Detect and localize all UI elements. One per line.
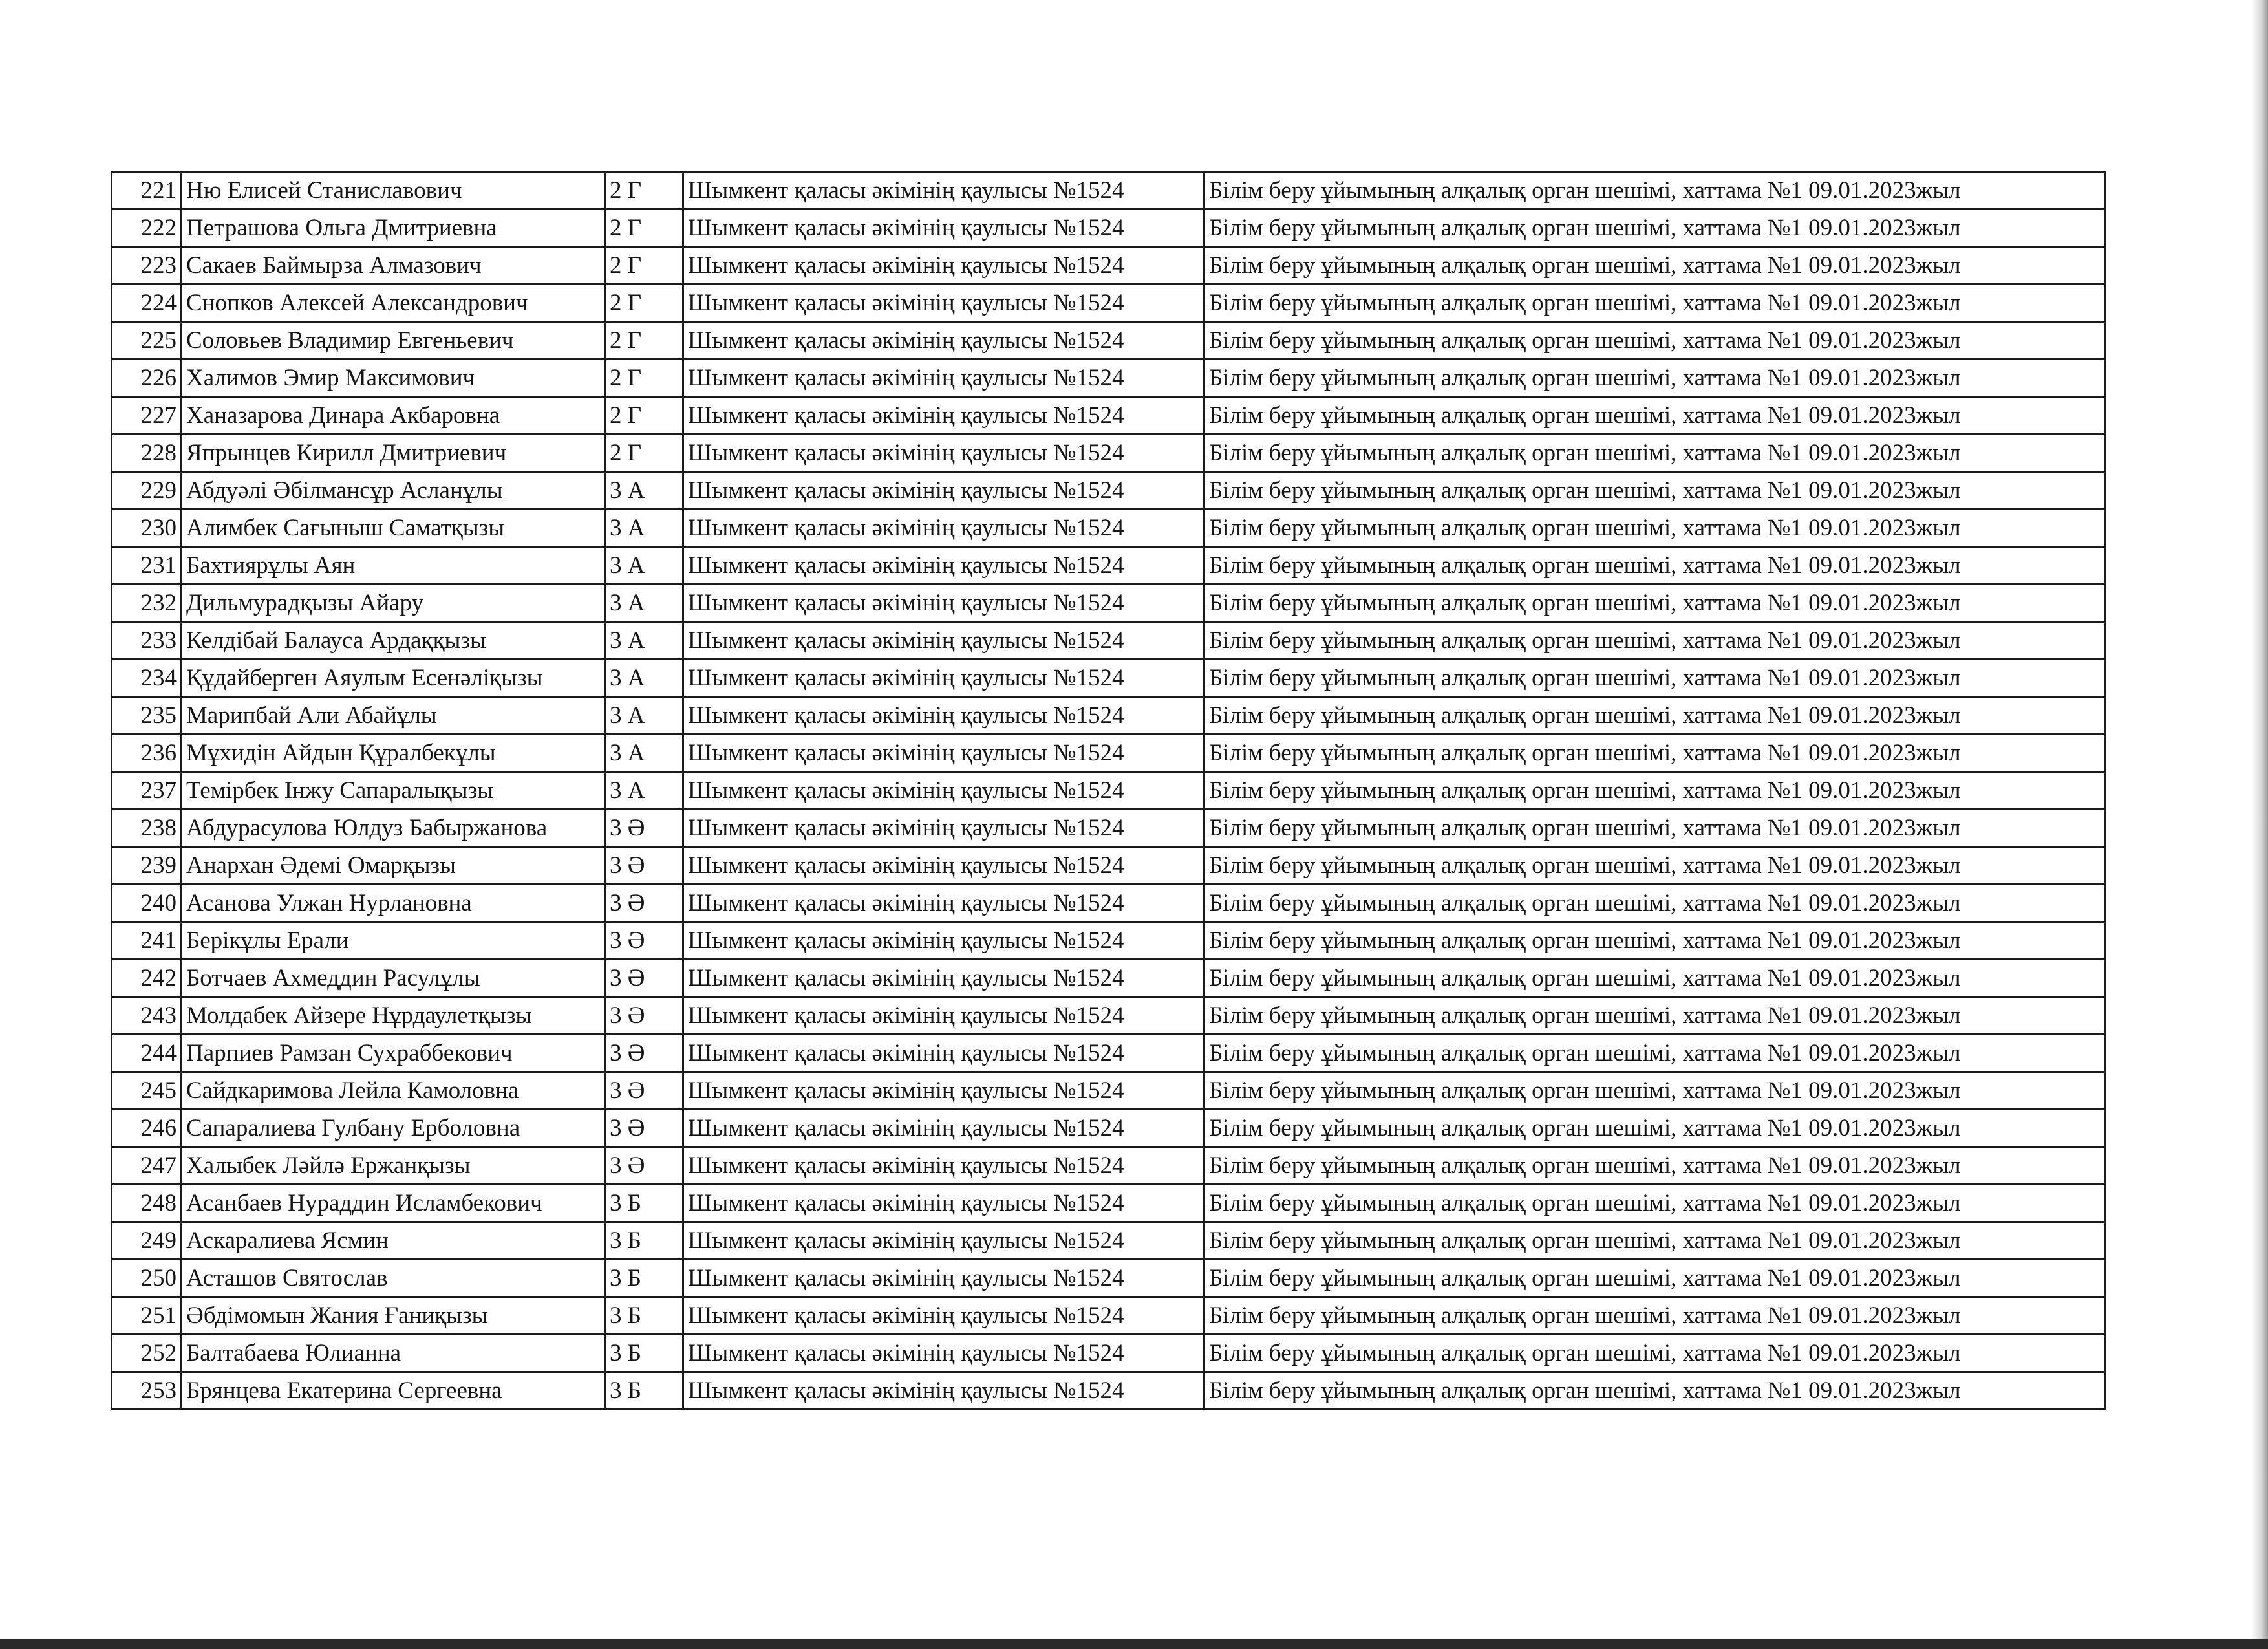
decree-cell: Шымкент қаласы әкімінің қаулысы №1524 [683,847,1204,885]
class-cell: 3 Ә [605,847,683,885]
decree-cell: Шымкент қаласы әкімінің қаулысы №1524 [683,1035,1204,1072]
table-row [112,697,2105,735]
class-cell: 3 А [605,547,683,585]
row-number-cell: 228 [112,435,182,472]
row-number-cell: 247 [112,1147,182,1185]
decision-cell: Білім беру ұйымының алқалық орган шешімі, хаттама №1 09.01.2023жыл [1204,172,2105,210]
student-name-cell: Сапаралиева Гулбану Ерболовна [182,1110,605,1147]
table-row [112,1035,2105,1072]
row-number-cell: 237 [112,772,182,810]
class-cell: 2 Г [605,285,683,322]
class-cell: 3 А [605,660,683,697]
student-name-cell: Асанбаев Нураддин Исламбекович [182,1185,605,1222]
decision-cell: Білім беру ұйымының алқалық орган шешімі, хаттама №1 09.01.2023жыл [1204,622,2105,660]
decision-cell: Білім беру ұйымының алқалық орган шешімі, хаттама №1 09.01.2023жыл [1204,1110,2105,1147]
student-register-table [111,171,2106,1410]
student-name-cell: Снопков Алексей Александрович [182,285,605,322]
decision-cell: Білім беру ұйымының алқалық орган шешімі, хаттама №1 09.01.2023жыл [1204,1297,2105,1335]
table-row [112,1335,2105,1372]
table-row [112,472,2105,510]
class-cell: 3 А [605,510,683,547]
row-number-cell: 231 [112,547,182,585]
student-name-cell: Абдуәлі Әбілмансұр Асланұлы [182,472,605,510]
decree-cell: Шымкент қаласы әкімінің қаулысы №1524 [683,510,1204,547]
decision-cell: Білім беру ұйымының алқалық орган шешімі, хаттама №1 09.01.2023жыл [1204,1260,2105,1297]
table-row [112,622,2105,660]
student-name-cell: Келдібай Балауса Ардаққызы [182,622,605,660]
table-row [112,510,2105,547]
decree-cell: Шымкент қаласы әкімінің қаулысы №1524 [683,547,1204,585]
class-cell: 2 Г [605,322,683,360]
student-name-cell: Петрашова Ольга Дмитриевна [182,210,605,247]
student-name-cell: Халимов Эмир Максимович [182,360,605,397]
student-name-cell: Халыбек Ләйлә Ержанқызы [182,1147,605,1185]
table-row [112,997,2105,1035]
decision-cell: Білім беру ұйымының алқалық орган шешімі, хаттама №1 09.01.2023жыл [1204,585,2105,622]
class-cell: 2 Г [605,172,683,210]
class-cell: 3 Ә [605,922,683,960]
decision-cell: Білім беру ұйымының алқалық орган шешімі, хаттама №1 09.01.2023жыл [1204,697,2105,735]
row-number-cell: 223 [112,247,182,285]
decision-cell: Білім беру ұйымының алқалық орган шешімі, хаттама №1 09.01.2023жыл [1204,510,2105,547]
decision-cell: Білім беру ұйымының алқалық орган шешімі, хаттама №1 09.01.2023жыл [1204,1372,2105,1410]
decision-cell: Білім беру ұйымының алқалық орган шешімі, хаттама №1 09.01.2023жыл [1204,435,2105,472]
student-name-cell: Анархан Әдемі Омарқызы [182,847,605,885]
decision-cell: Білім беру ұйымының алқалық орган шешімі, хаттама №1 09.01.2023жыл [1204,1147,2105,1185]
table-row [112,735,2105,772]
class-cell: 3 Ә [605,810,683,847]
row-number-cell: 240 [112,885,182,922]
student-name-cell: Дильмурадқызы Айару [182,585,605,622]
student-name-cell: Мұхидін Айдын Құралбекұлы [182,735,605,772]
class-cell: 3 А [605,735,683,772]
class-cell: 2 Г [605,360,683,397]
table-row [112,360,2105,397]
decree-cell: Шымкент қаласы әкімінің қаулысы №1524 [683,997,1204,1035]
decision-cell: Білім беру ұйымының алқалық орган шешімі, хаттама №1 09.01.2023жыл [1204,660,2105,697]
row-number-cell: 241 [112,922,182,960]
table-row [112,585,2105,622]
decision-cell: Білім беру ұйымының алқалық орган шешімі, хаттама №1 09.01.2023жыл [1204,810,2105,847]
decision-cell: Білім беру ұйымының алқалық орган шешімі, хаттама №1 09.01.2023жыл [1204,735,2105,772]
table-row [112,435,2105,472]
class-cell: 3 Б [605,1372,683,1410]
decision-cell: Білім беру ұйымының алқалық орган шешімі, хаттама №1 09.01.2023жыл [1204,1185,2105,1222]
student-name-cell: Темірбек Інжу Сапаралықызы [182,772,605,810]
table-row [112,210,2105,247]
decision-cell: Білім беру ұйымының алқалық орган шешімі, хаттама №1 09.01.2023жыл [1204,997,2105,1035]
row-number-cell: 238 [112,810,182,847]
student-name-cell: Алимбек Сағыныш Саматқызы [182,510,605,547]
table-row [112,285,2105,322]
class-cell: 3 Ә [605,1072,683,1110]
class-cell: 3 Ә [605,960,683,997]
student-name-cell: Япрынцев Кирилл Дмитриевич [182,435,605,472]
row-number-cell: 226 [112,360,182,397]
row-number-cell: 239 [112,847,182,885]
class-cell: 3 А [605,585,683,622]
decision-cell: Білім беру ұйымының алқалық орган шешімі, хаттама №1 09.01.2023жыл [1204,922,2105,960]
decision-cell: Білім беру ұйымының алқалық орган шешімі, хаттама №1 09.01.2023жыл [1204,472,2105,510]
student-name-cell: Бахтиярұлы Аян [182,547,605,585]
decision-cell: Білім беру ұйымының алқалық орган шешімі, хаттама №1 09.01.2023жыл [1204,885,2105,922]
student-name-cell: Асанова Улжан Нурлановна [182,885,605,922]
class-cell: 3 Ә [605,997,683,1035]
row-number-cell: 251 [112,1297,182,1335]
decision-cell: Білім беру ұйымының алқалық орган шешімі, хаттама №1 09.01.2023жыл [1204,322,2105,360]
decision-cell: Білім беру ұйымының алқалық орган шешімі, хаттама №1 09.01.2023жыл [1204,1335,2105,1372]
decree-cell: Шымкент қаласы әкімінің қаулысы №1524 [683,1335,1204,1372]
decree-cell: Шымкент қаласы әкімінің қаулысы №1524 [683,810,1204,847]
student-name-cell: Ню Елисей Станиславович [182,172,605,210]
table-row [112,660,2105,697]
row-number-cell: 234 [112,660,182,697]
row-number-cell: 233 [112,622,182,660]
row-number-cell: 222 [112,210,182,247]
decree-cell: Шымкент қаласы әкімінің қаулысы №1524 [683,622,1204,660]
row-number-cell: 236 [112,735,182,772]
student-name-cell: Соловьев Владимир Евгеньевич [182,322,605,360]
table-row [112,547,2105,585]
class-cell: 3 Б [605,1222,683,1260]
decree-cell: Шымкент қаласы әкімінің қаулысы №1524 [683,922,1204,960]
row-number-cell: 244 [112,1035,182,1072]
class-cell: 3 Б [605,1335,683,1372]
class-cell: 2 Г [605,210,683,247]
row-number-cell: 242 [112,960,182,997]
decree-cell: Шымкент қаласы әкімінің қаулысы №1524 [683,1372,1204,1410]
decree-cell: Шымкент қаласы әкімінің қаулысы №1524 [683,472,1204,510]
student-name-cell: Құдайберген Аяулым Есенәліқызы [182,660,605,697]
decree-cell: Шымкент қаласы әкімінің қаулысы №1524 [683,210,1204,247]
decision-cell: Білім беру ұйымының алқалық орган шешімі, хаттама №1 09.01.2023жыл [1204,1072,2105,1110]
row-number-cell: 230 [112,510,182,547]
row-number-cell: 221 [112,172,182,210]
decision-cell: Білім беру ұйымының алқалық орган шешімі, хаттама №1 09.01.2023жыл [1204,1222,2105,1260]
decree-cell: Шымкент қаласы әкімінің қаулысы №1524 [683,585,1204,622]
student-name-cell: Марипбай Али Абайұлы [182,697,605,735]
row-number-cell: 249 [112,1222,182,1260]
row-number-cell: 227 [112,397,182,435]
decree-cell: Шымкент қаласы әкімінің қаулысы №1524 [683,1072,1204,1110]
student-name-cell: Ботчаев Ахмеддин Расулұлы [182,960,605,997]
table-row [112,1072,2105,1110]
student-name-cell: Сайдкаримова Лейла Камоловна [182,1072,605,1110]
decree-cell: Шымкент қаласы әкімінің қаулысы №1524 [683,885,1204,922]
table-row [112,847,2105,885]
table-row [112,172,2105,210]
decree-cell: Шымкент қаласы әкімінің қаулысы №1524 [683,172,1204,210]
decree-cell: Шымкент қаласы әкімінің қаулысы №1524 [683,1147,1204,1185]
student-name-cell: Әбдімомын Жания Ғаниқызы [182,1297,605,1335]
row-number-cell: 229 [112,472,182,510]
row-number-cell: 252 [112,1335,182,1372]
class-cell: 3 А [605,697,683,735]
row-number-cell: 250 [112,1260,182,1297]
scan-edge-right [2251,0,2268,1649]
student-name-cell: Парпиев Рамзан Сухраббекович [182,1035,605,1072]
row-number-cell: 248 [112,1185,182,1222]
decree-cell: Шымкент қаласы әкімінің қаулысы №1524 [683,772,1204,810]
class-cell: 2 Г [605,435,683,472]
decree-cell: Шымкент қаласы әкімінің қаулысы №1524 [683,435,1204,472]
table-row [112,397,2105,435]
table-row [112,1260,2105,1297]
class-cell: 3 А [605,622,683,660]
table-row [112,1372,2105,1410]
register-body [112,172,2105,1410]
decree-cell: Шымкент қаласы әкімінің қаулысы №1524 [683,1260,1204,1297]
decree-cell: Шымкент қаласы әкімінің қаулысы №1524 [683,285,1204,322]
row-number-cell: 253 [112,1372,182,1410]
row-number-cell: 245 [112,1072,182,1110]
class-cell: 3 А [605,472,683,510]
row-number-cell: 225 [112,322,182,360]
student-name-cell: Молдабек Айзере Нұрдаулетқызы [182,997,605,1035]
class-cell: 3 Б [605,1297,683,1335]
class-cell: 3 Ә [605,885,683,922]
table-row [112,922,2105,960]
decree-cell: Шымкент қаласы әкімінің қаулысы №1524 [683,322,1204,360]
student-name-cell: Берікұлы Ерали [182,922,605,960]
decision-cell: Білім беру ұйымының алқалық орган шешімі, хаттама №1 09.01.2023жыл [1204,847,2105,885]
table-row [112,1222,2105,1260]
class-cell: 3 А [605,772,683,810]
student-name-cell: Ханазарова Динара Акбаровна [182,397,605,435]
table-row [112,322,2105,360]
decision-cell: Білім беру ұйымының алқалық орган шешімі, хаттама №1 09.01.2023жыл [1204,285,2105,322]
student-name-cell: Асташов Святослав [182,1260,605,1297]
decision-cell: Білім беру ұйымының алқалық орган шешімі, хаттама №1 09.01.2023жыл [1204,247,2105,285]
decision-cell: Білім беру ұйымының алқалық орган шешімі, хаттама №1 09.01.2023жыл [1204,360,2105,397]
student-name-cell: Аскаралиева Ясмин [182,1222,605,1260]
row-number-cell: 224 [112,285,182,322]
decree-cell: Шымкент қаласы әкімінің қаулысы №1524 [683,1297,1204,1335]
student-name-cell: Брянцева Екатерина Сергеевна [182,1372,605,1410]
decree-cell: Шымкент қаласы әкімінің қаулысы №1524 [683,397,1204,435]
row-number-cell: 232 [112,585,182,622]
student-name-cell: Сакаев Баймырза Алмазович [182,247,605,285]
decree-cell: Шымкент қаласы әкімінің қаулысы №1524 [683,660,1204,697]
student-name-cell: Абдурасулова Юлдуз Бабыржанова [182,810,605,847]
class-cell: 3 Ә [605,1110,683,1147]
table-row [112,1185,2105,1222]
table-row [112,247,2105,285]
decree-cell: Шымкент қаласы әкімінің қаулысы №1524 [683,360,1204,397]
decision-cell: Білім беру ұйымының алқалық орган шешімі, хаттама №1 09.01.2023жыл [1204,960,2105,997]
class-cell: 3 Ә [605,1035,683,1072]
row-number-cell: 246 [112,1110,182,1147]
decree-cell: Шымкент қаласы әкімінің қаулысы №1524 [683,697,1204,735]
decree-cell: Шымкент қаласы әкімінің қаулысы №1524 [683,960,1204,997]
decision-cell: Білім беру ұйымының алқалық орган шешімі, хаттама №1 09.01.2023жыл [1204,1035,2105,1072]
decree-cell: Шымкент қаласы әкімінің қаулысы №1524 [683,1222,1204,1260]
table-row [112,885,2105,922]
decree-cell: Шымкент қаласы әкімінің қаулысы №1524 [683,1185,1204,1222]
decision-cell: Білім беру ұйымының алқалық орган шешімі, хаттама №1 09.01.2023жыл [1204,772,2105,810]
decree-cell: Шымкент қаласы әкімінің қаулысы №1524 [683,247,1204,285]
row-number-cell: 235 [112,697,182,735]
table-row [112,810,2105,847]
table-row [112,1297,2105,1335]
table-row [112,1147,2105,1185]
student-name-cell: Балтабаева Юлианна [182,1335,605,1372]
decree-cell: Шымкент қаласы әкімінің қаулысы №1524 [683,735,1204,772]
class-cell: 2 Г [605,247,683,285]
table-row [112,1110,2105,1147]
table-row [112,772,2105,810]
class-cell: 3 Б [605,1185,683,1222]
class-cell: 3 Ә [605,1147,683,1185]
decision-cell: Білім беру ұйымының алқалық орган шешімі, хаттама №1 09.01.2023жыл [1204,397,2105,435]
decree-cell: Шымкент қаласы әкімінің қаулысы №1524 [683,1110,1204,1147]
class-cell: 3 Б [605,1260,683,1297]
decision-cell: Білім беру ұйымының алқалық орган шешімі, хаттама №1 09.01.2023жыл [1204,210,2105,247]
decision-cell: Білім беру ұйымының алқалық орган шешімі, хаттама №1 09.01.2023жыл [1204,547,2105,585]
class-cell: 2 Г [605,397,683,435]
row-number-cell: 243 [112,997,182,1035]
scan-edge-bottom [0,1639,2268,1649]
table-row [112,960,2105,997]
